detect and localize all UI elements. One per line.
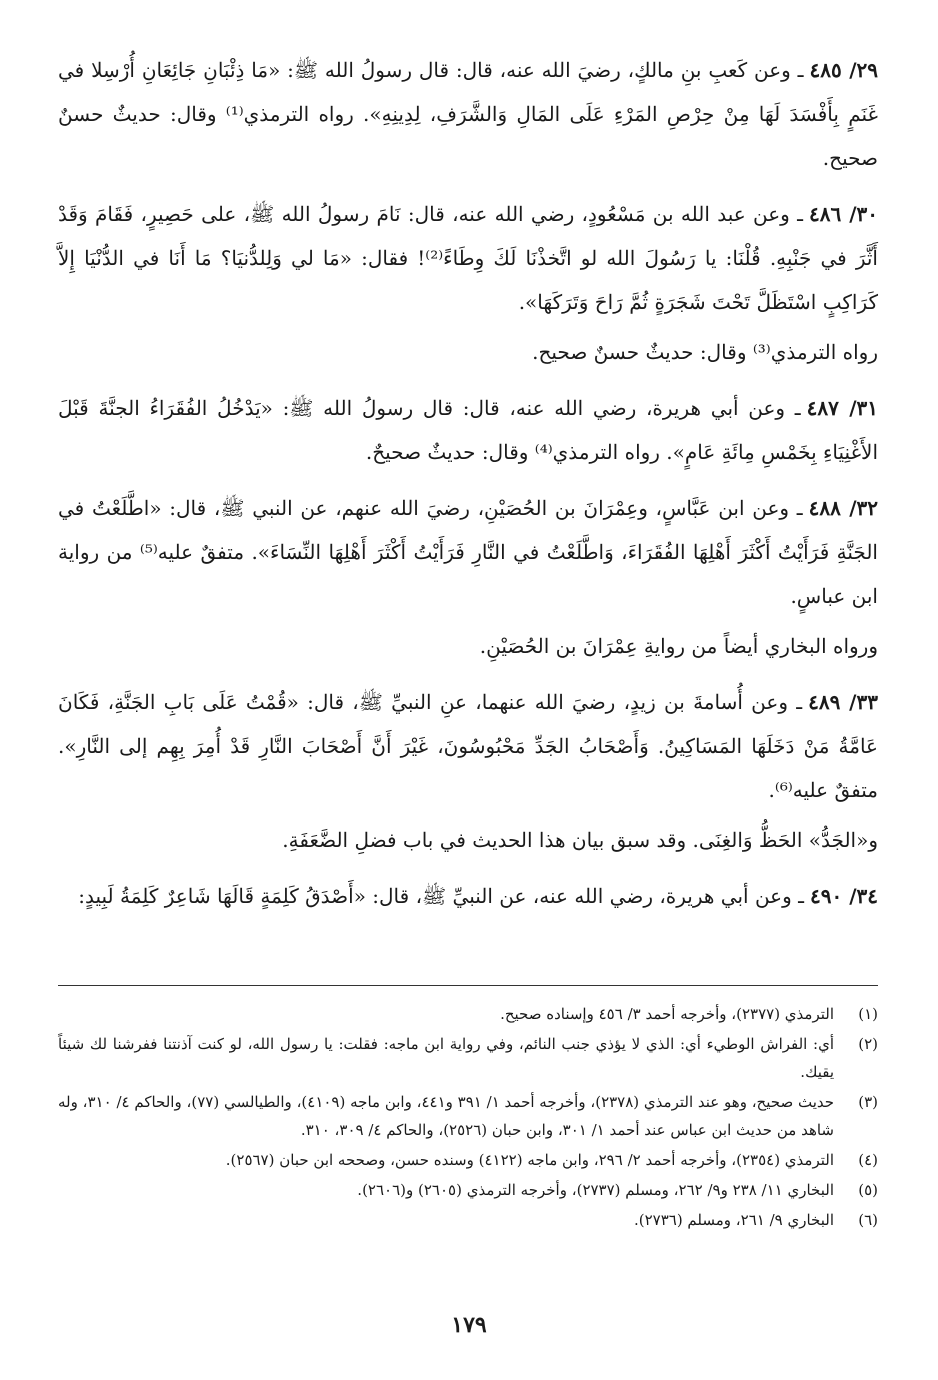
paragraph-text: رواه الترمذي⁽³⁾ وقال: حديثٌ حسنٌ صحيح. <box>532 340 878 364</box>
footnote <box>58 1088 878 1144</box>
footnote <box>58 1176 878 1204</box>
footnote <box>58 1030 878 1086</box>
paragraph-text: ـ وعن أبي هريرة، رضي الله عنه، عن النبيِّ ﷺ، قال: «أَصْدَقُ كَلِمَةٍ قَالَهَا شَاعِرٌ كَلِمَةُ لَبِيدٍ: <box>78 884 804 908</box>
footnote-divider <box>58 985 878 986</box>
footnote-number: (٣) <box>858 1093 878 1111</box>
hadith-paragraph-487 <box>58 386 878 474</box>
paragraph-text: ورواه البخاري أيضاً من روايةِ عِمْرَانَ بن الحُصَيْنِ. <box>479 634 878 658</box>
footnotes <box>58 1000 878 1236</box>
hadith-number: ٣٣/ ٤٨٩ <box>808 690 878 714</box>
hadith-number: ٢٩/ ٤٨٥ <box>809 58 878 82</box>
main-text <box>58 48 878 930</box>
page-number: ١٧٩ <box>451 1312 487 1338</box>
hadith-note-489 <box>58 818 878 862</box>
hadith-paragraph-488 <box>58 486 878 618</box>
hadith-number: ٣٢/ ٤٨٨ <box>808 496 878 520</box>
hadith-note-486 <box>58 330 878 374</box>
footnote <box>58 1000 878 1028</box>
footnote-number: (٥) <box>858 1181 878 1199</box>
footnote-text: حديث صحيح، وهو عند الترمذي (٢٣٧٨)، وأخرجه أحمد ١/ ٣٩١ و٤٤١، وابن ماجه (٤١٠٩)، والطيالسي (٧٧)، والحاكم ٤/ ٣١٠، وله شاهد من حديث ابن عباس عند أحمد ١/ ٣٠١، وابن حبان (٢٥٢٦)، والحاكم ٤/ ٣٠٩، ٣١٠. <box>58 1093 835 1139</box>
footnote-number: (١) <box>858 1005 878 1023</box>
paragraph-text: و«الجَدُّ» الحَظُّ وَالغِنَى. وقد سبق بيان هذا الحديث في باب فضلِ الضَّعَفَةِ. <box>282 828 878 852</box>
footnote-text: البخاري ١١/ ٢٣٨ و٩/ ٢٦٢، ومسلم (٢٧٣٧)، وأخرجه الترمذي (٢٦٠٥) و(٢٦٠٦). <box>357 1181 834 1199</box>
hadith-number: ٣٤/ ٤٩٠ <box>810 884 878 908</box>
footnote-number: (٢) <box>858 1035 878 1053</box>
footnote <box>58 1206 878 1234</box>
hadith-number: ٣١/ ٤٨٧ <box>806 396 878 420</box>
footnote-text: أي: الفراش الوطيء أي: الذي لا يؤذي جنب النائم، وفي رواية ابن ماجه: فقلت: يا رسول الله، لو كنت آذنتنا ففرشنا لك شيئاً يقيك. <box>58 1035 834 1081</box>
hadith-number: ٣٠/ ٤٨٦ <box>809 202 878 226</box>
footnote-number: (٦) <box>858 1211 878 1229</box>
footnote <box>58 1146 878 1174</box>
hadith-note-488 <box>58 624 878 668</box>
footnote-text: الترمذي (٢٣٧٧)، وأخرجه أحمد ٣/ ٤٥٦ وإسناده صحيح. <box>500 1005 834 1023</box>
paragraph-text: ـ وعن ابن عَبَّاسٍ، وعِمْرَانَ بن الحُصَيْنِ، رضيَ الله عنهم، عن النبي ﷺ، قال: «اطَّلَعْتُ في الجَنَّةِ فَرَأَيْتُ أَكْثَرَ أَهْلِهَا الفُقَرَاءَ، وَاطَّلَعْتُ في النَّارِ فَرَأَيْتُ أَكْثَرَ أَهْلِهَا النِّسَاءَ». متفقٌ عليه⁽⁵⁾ من رواية ابن عباسٍ. <box>58 496 878 608</box>
paragraph-text: ـ وعن أبي هريرة، رضي الله عنه، قال: قال رسولُ الله ﷺ: «يَدْخُلُ الفُقَرَاءُ الجنَّةَ قَبْلَ الأَغْنِيَاءِ بِخَمْسِ مِائَةِ عَامٍ». رواه الترمذي⁽⁴⁾ وقال: حديثٌ صحيحٌ. <box>58 396 878 464</box>
hadith-paragraph-485 <box>58 48 878 180</box>
footnote-number: (٤) <box>858 1151 878 1169</box>
paragraph-text: ـ وعن كَعبِ بنِ مالكٍ، رضيَ الله عنه، قال: قال رسولُ الله ﷺ: «مَا ذِئْبَانِ جَائِعَانِ أُرْسِلا في غَنَمٍ بِأَفْسَدَ لَهَا مِنْ حِرْصِ المَرْءِ عَلَى المَالِ وَالشَّرَفِ، لِدِينِهِ». رواه الترمذي⁽¹⁾ وقال: حديثٌ حسنٌ صحيح. <box>58 58 878 170</box>
paragraph-text: ـ وعن أُسامةَ بن زيدٍ، رضيَ الله عنهما، عنِ النبيِّ ﷺ، قال: «قُمْتُ عَلَى بَابِ الجَنَّةِ، فَكَانَ عَامَّةُ مَنْ دَخَلَهَا المَسَاكِينُ. وَأَصْحَابُ الجَدِّ مَحْبُوسُونَ، غَيْرَ أَنَّ أَصْحَابَ النَّارِ قَدْ أُمِرَ بِهِم إلى النَّارِ». متفقٌ عليه⁽⁶⁾. <box>58 690 878 802</box>
hadith-paragraph-490 <box>58 874 878 918</box>
footnote-text: البخاري ٩/ ٢٦١، ومسلم (٢٧٣٦). <box>633 1211 834 1229</box>
paragraph-text: ـ وعن عبد الله بن مَسْعُودٍ، رضي الله عنه، قال: نَامَ رسولُ الله ﷺ، على حَصِيرٍ، فَقَامَ وَقَدْ أَثَّرَ في جَنْبِهِ. قُلْنَا: يا رَسُولَ الله لو اتَّخذْنَا لَكَ وِطَاءً⁽²⁾! فقال: «مَا لي وَلِلدُّنيَا؟ مَا أَنَا في الدُّنْيَا إِلاَّ كَرَاكِبٍ اسْتَظَلَّ تَحْتَ شَجَرَةٍ ثُمَّ رَاحَ وَتَرَكَهَا». <box>58 202 878 314</box>
hadith-paragraph-486 <box>58 192 878 324</box>
hadith-paragraph-489 <box>58 680 878 812</box>
footnote-text: الترمذي (٢٣٥٤)، وأخرجه أحمد ٢/ ٢٩٦، وابن ماجه (٤١٢٢) وسنده حسن، وصححه ابن حبان (٢٥٦٧). <box>225 1151 834 1169</box>
